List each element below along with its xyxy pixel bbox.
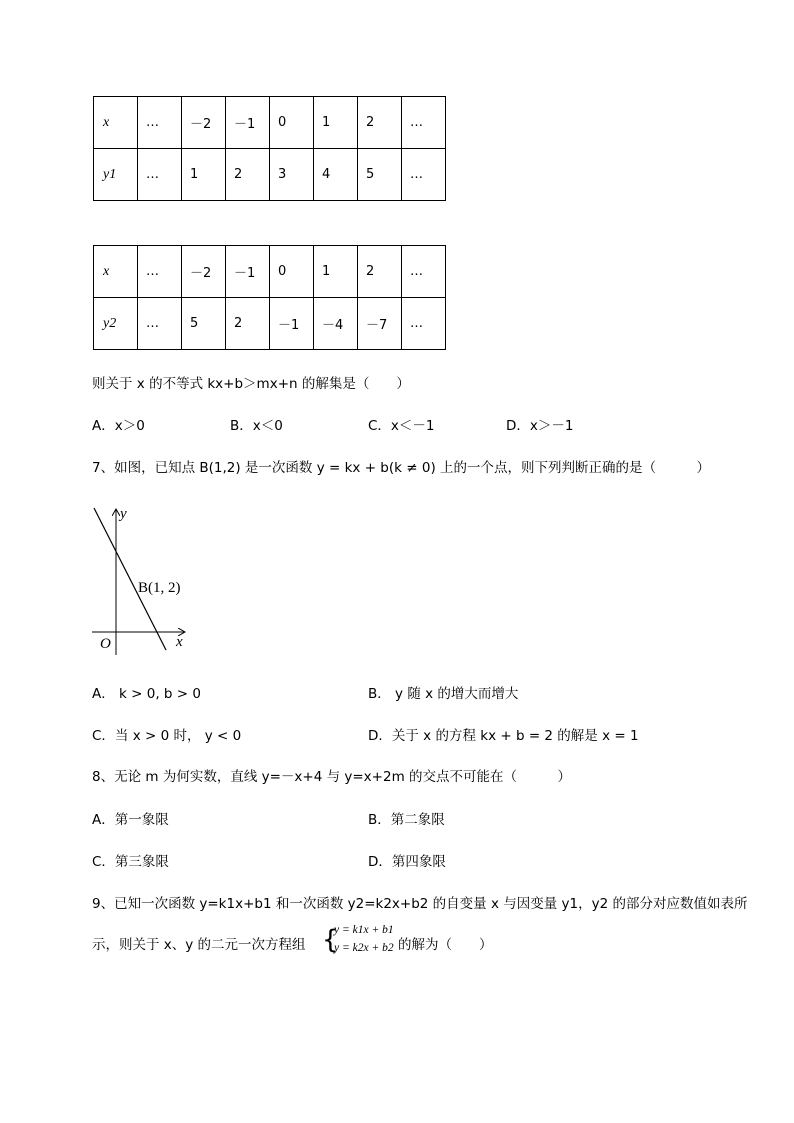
q7-option-d[interactable]: D．关于 x 的方程 kx + b = 2 的解是 x = 1 (368, 728, 639, 744)
table-row (94, 149, 446, 201)
q7-stem: 7、如图，已知点 B(1,2) 是一次函数 y = kx + b(k ≠ 0) 上的一个点，则下列判断正确的是（ ） (92, 460, 711, 476)
q7-option-c[interactable]: C．当 x > 0 时， y < 0 (92, 728, 242, 744)
table-cell: … (402, 246, 446, 298)
table-cell: … (402, 97, 446, 149)
value-table-y1 (93, 96, 446, 201)
table-cell: … (138, 246, 182, 298)
table-cell: －2 (182, 97, 226, 149)
table-cell: 0 (270, 97, 314, 149)
value-table-y2 (93, 245, 446, 350)
table-cell: 3 (270, 149, 314, 201)
q7-option-b[interactable]: B． y 随 x 的增大而增大 (368, 686, 519, 702)
point-b-label: B(1, 2) (138, 580, 181, 596)
function-line (94, 508, 166, 650)
q8-option-c[interactable]: C．第三象限 (92, 854, 169, 870)
table-cell: 2 (226, 298, 270, 350)
table-cell: 2 (226, 149, 270, 201)
q9-line1: 9、已知一次函数 y=k1x+b1 和一次函数 y2=k2x+b2 的自变量 x 与因变量 y1，y2 的部分对应数值如表所 (92, 896, 748, 912)
table-cell: 1 (314, 97, 358, 149)
q8-option-a[interactable]: A．第一象限 (92, 812, 169, 828)
table-cell: 5 (358, 149, 402, 201)
table-row (94, 97, 446, 149)
table-header-cell: x (94, 97, 138, 149)
table-cell: 0 (270, 246, 314, 298)
table-cell: 1 (314, 246, 358, 298)
table-header-cell: x (94, 246, 138, 298)
table-cell: －1 (270, 298, 314, 350)
table-cell: 4 (314, 149, 358, 201)
system-brace: { (322, 925, 339, 955)
x-axis-label: x (176, 634, 183, 650)
table-cell: 2 (358, 246, 402, 298)
system-equation-1: y = k1x + b1 (334, 924, 394, 936)
table-header-cell: y1 (94, 149, 138, 201)
table-header-cell: y2 (94, 298, 138, 350)
table-cell: … (402, 298, 446, 350)
q6-stem: 则关于 x 的不等式 kx+b＞mx+n 的解集是（ ） (92, 376, 410, 392)
q8-option-d[interactable]: D．第四象限 (368, 854, 446, 870)
table-cell: … (138, 149, 182, 201)
table-cell: －4 (314, 298, 358, 350)
table-row (94, 298, 446, 350)
table-cell: … (402, 149, 446, 201)
table-cell: 2 (358, 97, 402, 149)
q6-option-b[interactable]: B．x＜0 (230, 418, 283, 434)
system-equation-2: y = k2x + b2 (334, 942, 394, 954)
table-row (94, 246, 446, 298)
q7-option-a[interactable]: A． k > 0, b > 0 (92, 686, 201, 702)
q8-option-b[interactable]: B．第二象限 (368, 812, 445, 828)
table-cell: … (138, 298, 182, 350)
origin-label: O (100, 636, 111, 652)
table-cell: －1 (226, 97, 270, 149)
q7-graph (86, 500, 196, 660)
table-cell: … (138, 97, 182, 149)
q6-option-a[interactable]: A．x＞0 (92, 418, 145, 434)
q6-option-d[interactable]: D．x＞－1 (506, 418, 574, 434)
table-cell: －7 (358, 298, 402, 350)
y-axis-label: y (120, 506, 127, 522)
q9-line2-prefix: 示，则关于 x、y 的二元一次方程组 (92, 937, 306, 953)
q6-option-c[interactable]: C．x＜－1 (368, 418, 435, 434)
q8-stem: 8、无论 m 为何实数，直线 y=－x+4 与 y=x+2m 的交点不可能在（ ） (92, 769, 572, 785)
table-cell: －1 (226, 246, 270, 298)
table-cell: 5 (182, 298, 226, 350)
table-cell: －2 (182, 246, 226, 298)
table-cell: 1 (182, 149, 226, 201)
q9-line2-suffix: 的解为（ ） (398, 937, 493, 953)
